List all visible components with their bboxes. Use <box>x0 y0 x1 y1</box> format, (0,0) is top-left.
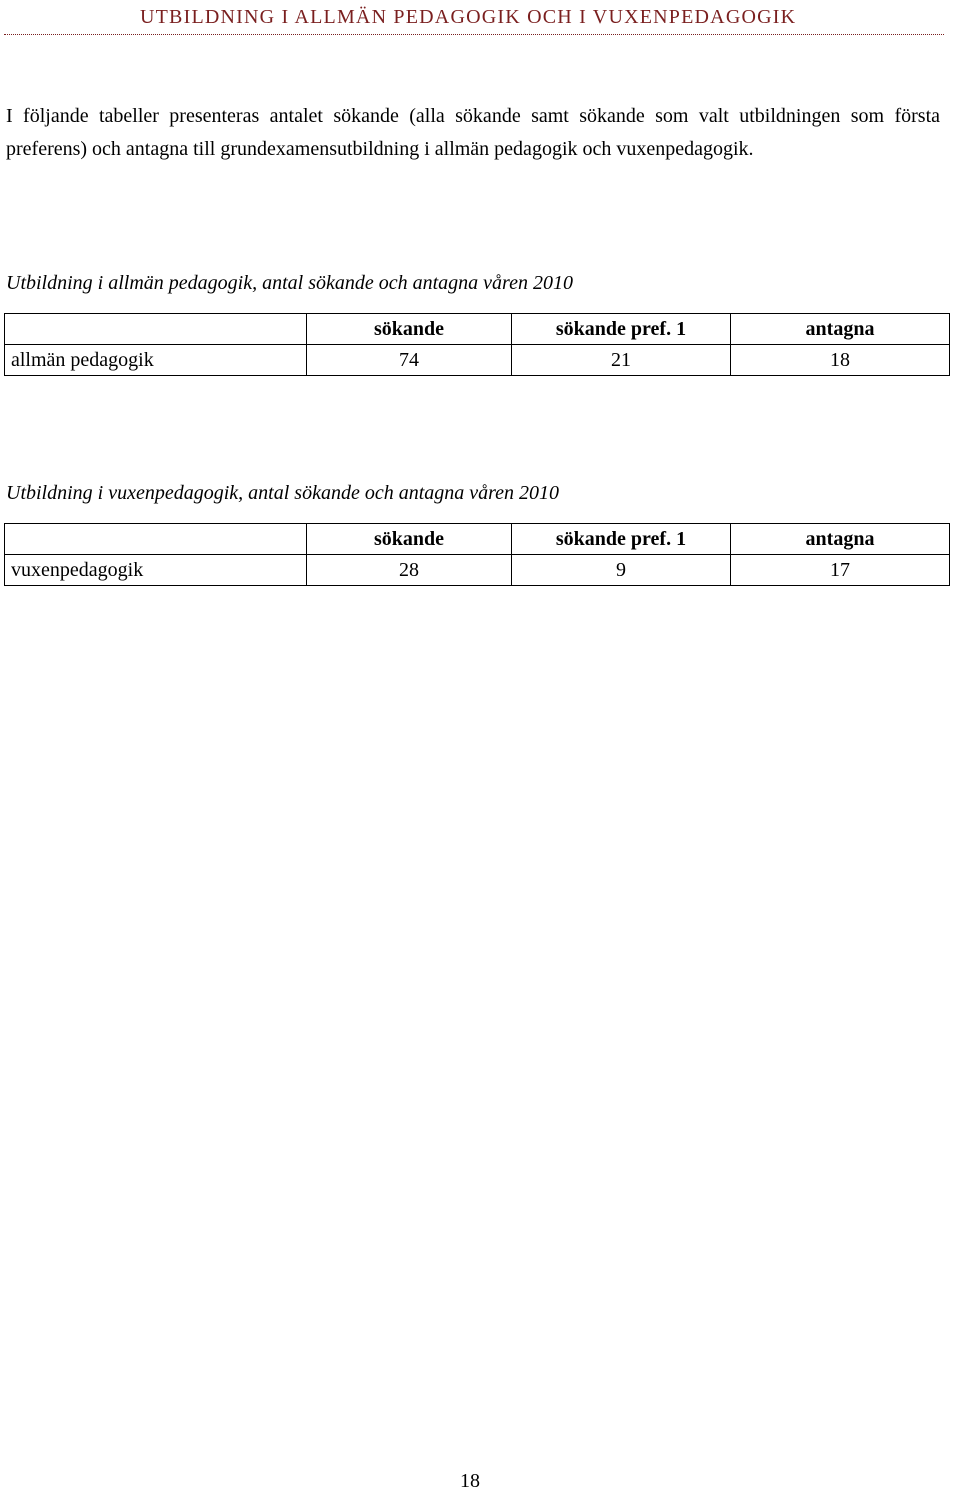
table-caption-vuxen: Utbildning i vuxenpedagogik, antal sökande och antagna våren 2010 <box>6 482 560 504</box>
header-cell-sokande: sökande <box>307 524 512 555</box>
table-row <box>5 345 950 376</box>
intro-paragraph: I följande tabeller presenteras antalet sökande (alla sökande samt sökande som valt utbildningen som första preferens) och antagna till grundexamensutbildning i allmän pedagogik och vuxenpedagogik. <box>6 105 940 160</box>
table-allman-pedagogik <box>4 313 950 376</box>
header-cell-sokande: sökande <box>307 314 512 345</box>
page-number: 18 <box>460 1470 480 1492</box>
cell-sokande-pref1: 9 <box>512 555 731 586</box>
row-label: vuxenpedagogik <box>5 555 307 586</box>
cell-sokande: 74 <box>307 345 512 376</box>
header-cell-empty <box>5 314 307 345</box>
header-cell-sokande-pref1: sökande pref. 1 <box>512 314 731 345</box>
header-cell-sokande-pref1: sökande pref. 1 <box>512 524 731 555</box>
header-cell-empty <box>5 524 307 555</box>
cell-sokande-pref1: 21 <box>512 345 731 376</box>
cell-antagna: 17 <box>731 555 950 586</box>
cell-sokande: 28 <box>307 555 512 586</box>
header-cell-antagna: antagna <box>731 524 950 555</box>
table-caption-allman: Utbildning i allmän pedagogik, antal sökande och antagna våren 2010 <box>6 272 573 294</box>
header-cell-antagna: antagna <box>731 314 950 345</box>
table-vuxenpedagogik <box>4 523 950 586</box>
table-header-row <box>5 524 950 555</box>
cell-antagna: 18 <box>731 345 950 376</box>
header-divider <box>4 34 944 35</box>
table-row <box>5 555 950 586</box>
running-header: UTBILDNING I ALLMÄN PEDAGOGIK OCH I VUXENPEDAGOGIK <box>140 6 797 28</box>
table-header-row <box>5 314 950 345</box>
row-label: allmän pedagogik <box>5 345 307 376</box>
